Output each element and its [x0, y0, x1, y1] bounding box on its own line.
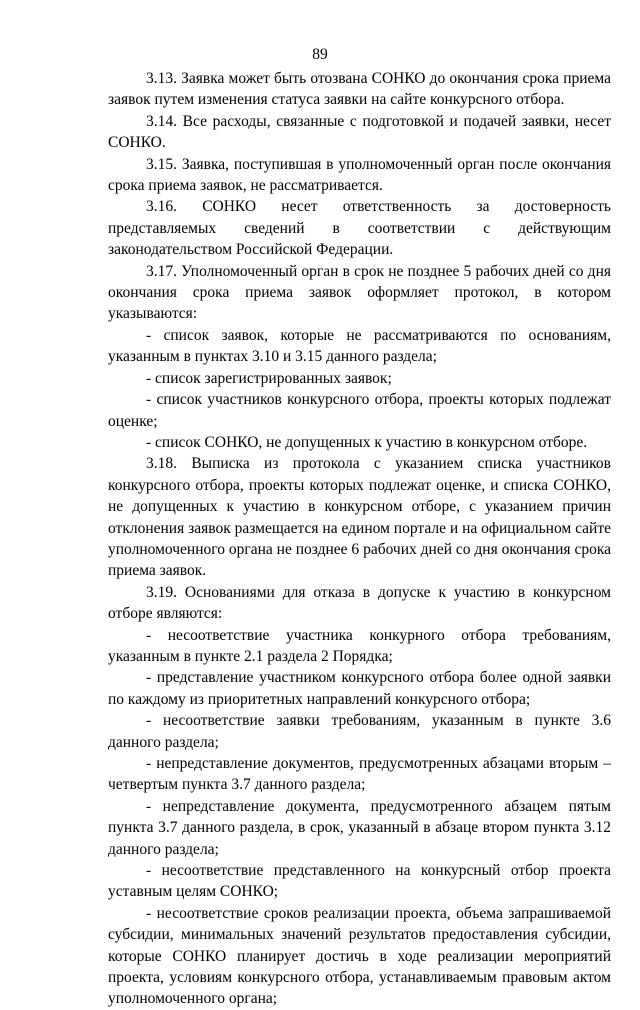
- list-item: - непредставление документа, предусмотренного абзацем пятым пункта 3.7 данного раздела, в срок, указанный в абзаце втором пункта 3.12 данного раздела;: [108, 797, 611, 858]
- list-item: - несоответствие представленного на конкурсный отбор проекта уставным целям СОНКО;: [108, 862, 611, 901]
- list-item: - представление участником конкурсного отбора более одной заявки по каждому из приоритетных направлений конкурсного отбора;: [108, 669, 611, 708]
- list-item: - список СОНКО, не допущенных к участию в конкурсном отборе.: [146, 433, 588, 451]
- paragraph-3-19: 3.19. Основаниями для отказа в допуске к участию в конкурсном отборе являются:: [108, 583, 611, 623]
- list-item: - несоответствие участника конкурного отбора требованиям, указанным в пункте 2.1 раздела 2 Порядка;: [108, 626, 611, 665]
- document-body: [108, 68, 611, 1010]
- list-item: - список заявок, которые не рассматриваются по основаниям, указанным в пунктах 3.10 и 3.15 данного раздела;: [108, 326, 611, 366]
- paragraph-3-13: 3.13. Заявка может быть отозвана СОНКО до окончания срока приема заявок путем изменения статуса заявки на сайте конкурсного отбора.: [108, 70, 611, 109]
- paragraph-3-18: 3.18. Выписка из протокола с указанием списка участников конкурсного отбора, проекты которых подлежат оценке, и списка СОНКО, не допущенных к участию в конкурсном отборе, с указанием причин отклонения заявок размещается на едином портале и на официальном сайте уполномоченного органа не позднее 6 рабочих дней со дня окончания срока приема заявок.: [108, 455, 611, 580]
- paragraph-3-16: 3.16. СОНКО несет ответственность за достоверность представляемых сведений в соответствии с действующим законодательством Российской Федерации.: [108, 198, 611, 259]
- paragraph-3-14: 3.14. Все расходы, связанные с подготовкой и подачей заявки, несет СОНКО.: [108, 112, 611, 152]
- list-item: - список участников конкурсного отбора, проекты которых подлежат оценке;: [108, 391, 611, 430]
- page-number: 89: [312, 46, 328, 63]
- list-item: - несоответствие заявки требованиям, указанным в пункте 3.6 данного раздела;: [108, 712, 611, 751]
- list-item: - список зарегистрированных заявок;: [146, 369, 392, 387]
- paragraph-3-15: 3.15. Заявка, поступившая в уполномоченный орган после окончания срока приема заявок, не рассматривается.: [108, 155, 611, 195]
- list-item: - несоответствие сроков реализации проекта, объема запрашиваемой субсидии, минимальных значений результатов предоставления субсидии, которые СОНКО планирует достичь в ходе реализации мероприятий проекта, условиям конкурсного отбора, устанавливаемым правовым актом уполномоченного органа;: [108, 904, 611, 1008]
- list-item: - непредставление документов, предусмотренных абзацами вторым – четвертым пункта 3.7 данного раздела;: [108, 755, 611, 794]
- paragraph-3-17: 3.17. Уполномоченный орган в срок не позднее 5 рабочих дней со дня окончания срока приема заявок оформляет протокол, в котором указываются:: [108, 262, 611, 323]
